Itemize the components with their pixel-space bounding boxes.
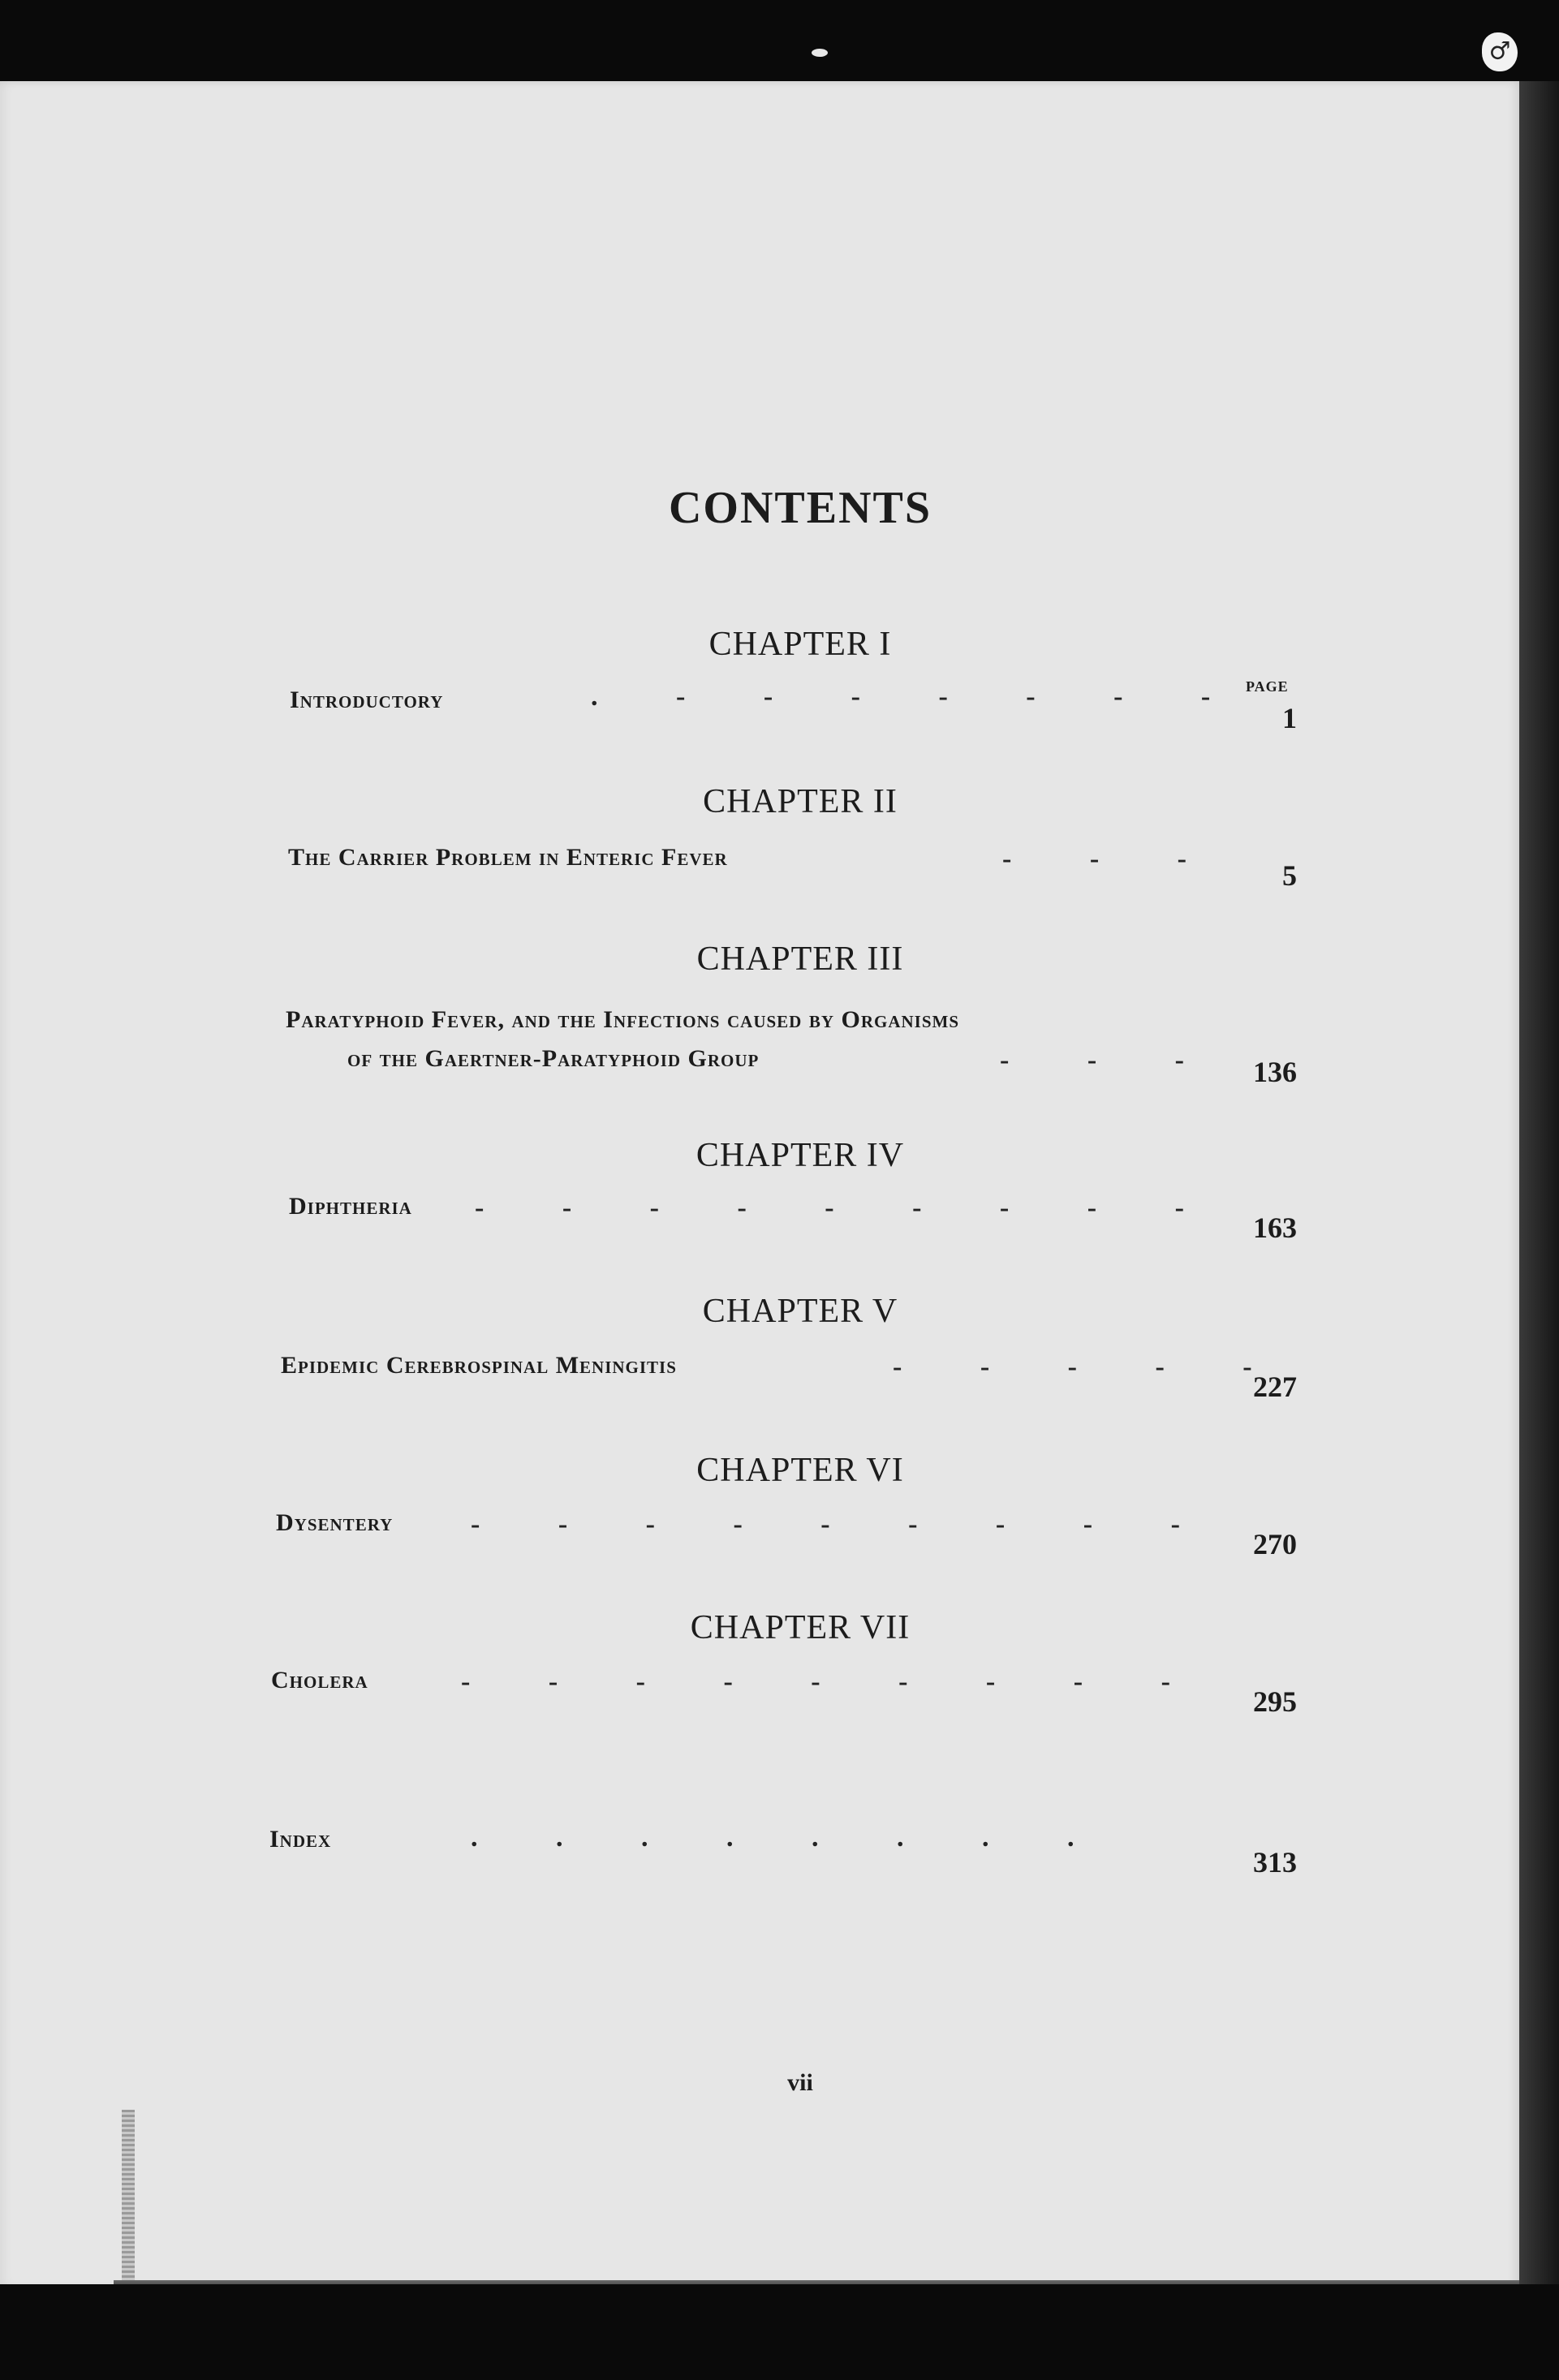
toc-entry-page-1: 1 — [1282, 702, 1297, 734]
scan-top-border — [0, 0, 1559, 88]
toc-entry-page-4: 163 — [1253, 1212, 1297, 1244]
toc-entry-title-3-line-1: Paratyphoid Fever, and the Infections caused by Organisms — [286, 1006, 960, 1033]
leader-dots: . . . . . . . . — [471, 1823, 1075, 1853]
leader-dots: - - - - - - - - - — [475, 1193, 1184, 1223]
scan-bottom-border — [0, 2284, 1559, 2380]
toc-entry-page-6: 270 — [1253, 1528, 1297, 1560]
corner-stamp-icon: ♂ — [1482, 32, 1518, 71]
toc-entry-title-1: Introductory — [290, 686, 444, 713]
toc-entry-page-3: 136 — [1253, 1056, 1297, 1088]
chapter-heading-3: CHAPTER III — [696, 940, 904, 978]
page-column-label: PAGE — [1246, 678, 1289, 695]
leader-dots: - - - - - - - - - — [471, 1509, 1180, 1539]
leader-dots: - - - - - — [893, 1352, 1252, 1382]
leader-dots: - - - — [1000, 1045, 1184, 1075]
binding-edge — [122, 2110, 135, 2280]
chapter-heading-1: CHAPTER I — [708, 626, 892, 663]
toc-entry-title-7: Cholera — [271, 1667, 368, 1694]
chapter-heading-5: CHAPTER V — [702, 1293, 898, 1330]
page-edge — [1519, 81, 1559, 2288]
toc-entry-title-5: Epidemic Cerebrospinal Meningitis — [281, 1352, 677, 1379]
leader-dots: - - - — [1002, 844, 1186, 874]
toc-entry-title-6: Dysentery — [276, 1509, 394, 1536]
toc-entry-title-index: Index — [269, 1826, 332, 1853]
scan-speck — [812, 49, 828, 57]
chapter-heading-4: CHAPTER IV — [696, 1137, 905, 1174]
toc-entry-title-4: Diphtheria — [289, 1193, 412, 1220]
toc-entry-page-2: 5 — [1282, 859, 1297, 892]
leader-dots: - - - - - - - - - — [461, 1667, 1170, 1697]
toc-entry-title-2: The Carrier Problem in Enteric Fever — [288, 844, 728, 871]
chapter-heading-6: CHAPTER VI — [696, 1452, 904, 1489]
chapter-heading-7: CHAPTER VII — [690, 1609, 911, 1646]
toc-entry-page-index: 313 — [1253, 1846, 1297, 1879]
leader-dots: . - - - - - - - — [591, 682, 1211, 712]
page-number: vii — [787, 2069, 813, 2096]
chapter-heading-2: CHAPTER II — [703, 783, 898, 820]
toc-entry-title-3-line-2: of the Gaertner-Paratyphoid Group — [347, 1045, 760, 1072]
book-page — [0, 81, 1519, 2288]
toc-entry-page-5: 227 — [1253, 1371, 1297, 1403]
page-title: CONTENTS — [668, 483, 932, 533]
toc-entry-page-7: 295 — [1253, 1685, 1297, 1718]
